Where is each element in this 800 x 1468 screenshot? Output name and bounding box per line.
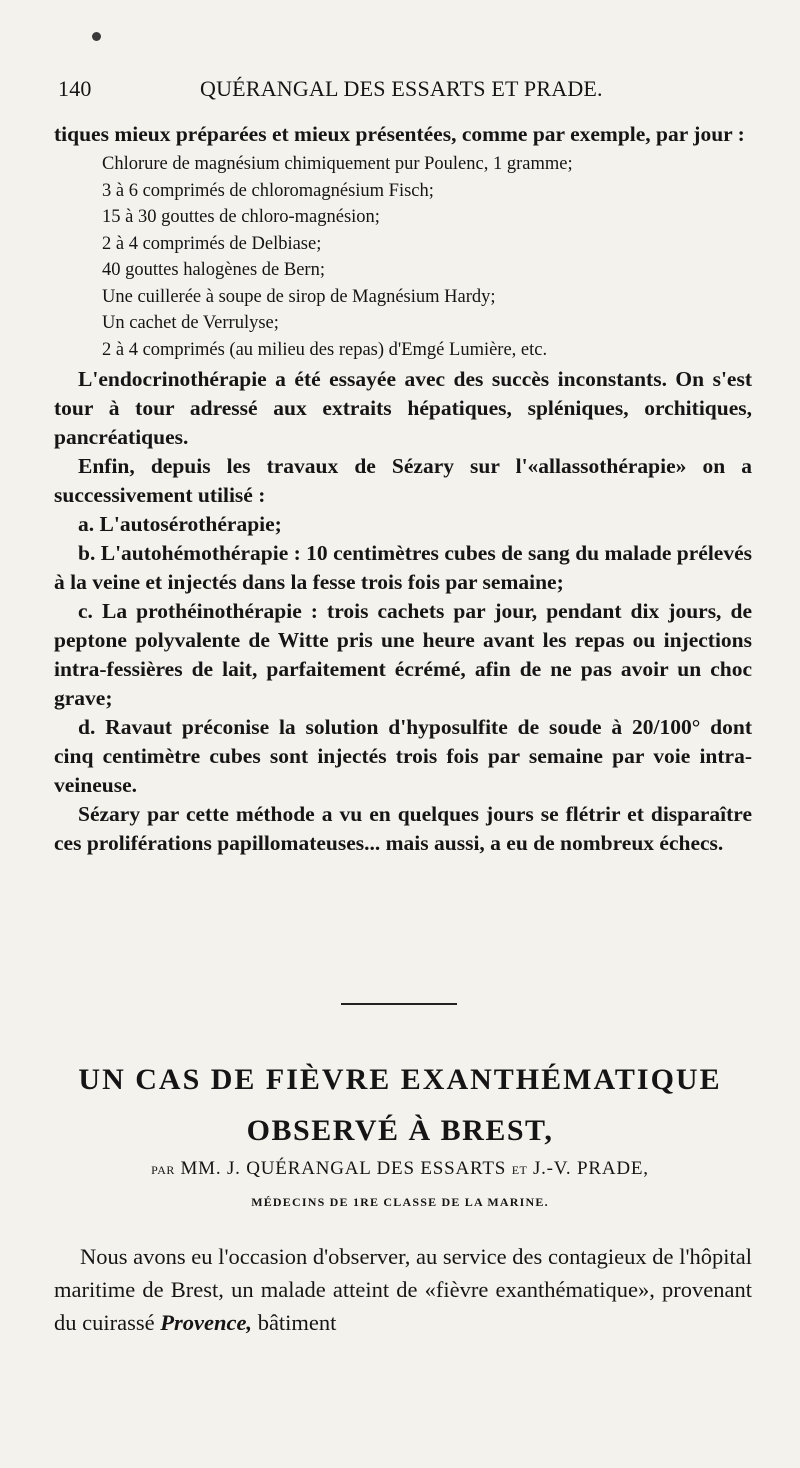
intro-paragraph: tiques mieux préparées et mieux présentées, comme par exemple, par jour : (54, 122, 745, 146)
byline-authors-1: MM. J. QUÉRANGAL DES ESSARTS (180, 1158, 507, 1179)
list-item: Une cuillerée à soupe de sirop de Magnésium Hardy; (102, 286, 496, 307)
list-item: 15 à 30 gouttes de chloro-magnésion; (102, 207, 380, 227)
list-item: 2 à 4 comprimés de Delbiase; (102, 233, 322, 254)
list-item: 40 gouttes halogènes de Bern; (102, 260, 325, 280)
article-title-line2: OBSERVÉ À BREST, (246, 1114, 554, 1147)
article-text: Nous avons eu l'occasion d'observer, au service des contagieux de l'hôpital maritime de Brest, un malade atteint de «fièvre exanthématique», provenant du cuirassé (54, 1244, 752, 1335)
ship-name: Provence, (160, 1310, 253, 1335)
list-item: Un cachet de Verrulyse; (102, 313, 279, 333)
article-title-line1: UN CAS DE FIÈVRE EXANTHÉMATIQUE (78, 1063, 722, 1096)
list-item: 3 à 6 comprimés de chloromagnésium Fisch; (102, 180, 434, 201)
treatment-list (102, 151, 752, 363)
article-paragraph (54, 1240, 752, 1339)
section-divider (341, 1003, 457, 1005)
list-item: 2 à 4 comprimés (au milieu des repas) d'Emgé Lumière, etc. (102, 339, 548, 360)
author-affiliation: MÉDECINS DE 1RE CLASSE DE LA MARINE. (251, 1195, 549, 1209)
ink-speck (92, 32, 101, 41)
article-text-end: bâtiment (252, 1310, 337, 1335)
byline-par: PAR (151, 1163, 175, 1177)
running-title: QUÉRANGAL DES ESSARTS ET PRADE. (200, 76, 603, 101)
paragraph: c. La prothéinothérapie : trois cachets par jour, pendant dix jours, de peptone polyvalente de Witte pris une heure avant les repas ou injections intra-fessières de lait, parfaitement écrémé, afin de ne pas avoir un choc grave; (54, 599, 752, 710)
byline-et: ET (511, 1163, 528, 1177)
byline (40, 1158, 760, 1180)
paragraph: Sézary par cette méthode a vu en quelques jours se flétrir et disparaître ces proliférations papillomateuses... mais aussi, a eu de nombreux échecs. (54, 802, 752, 855)
page-number: 140 (58, 76, 92, 101)
list-item: Chlorure de magnésium chimiquement pur Poulenc, 1 gramme; (102, 154, 573, 174)
paragraph: a. L'autosérothérapie; (78, 512, 282, 536)
paragraph: d. Ravaut préconise la solution d'hyposulfite de soude à 20/100° dont cinq centimètre cubes sont injectés trois fois par semaine par voie intra-veineuse. (54, 715, 752, 797)
running-header (58, 76, 758, 106)
paragraph: L'endocrinothérapie a été essayée avec des succès inconstants. On s'est tour à tour adressé aux extraits hépatiques, spléniques, orchitiques, pancréatiques. (54, 367, 752, 449)
paragraph: b. L'autohémothérapie : 10 centimètres cubes de sang du malade prélevés à la veine et injectés dans la fesse trois fois par semaine; (54, 541, 752, 594)
paragraph: Enfin, depuis les travaux de Sézary sur l'«allassothérapie» on a successivement utilisé : (54, 454, 752, 507)
section-body (54, 120, 752, 858)
byline-authors-2: J.-V. PRADE, (532, 1158, 649, 1179)
article-body (54, 1240, 752, 1339)
